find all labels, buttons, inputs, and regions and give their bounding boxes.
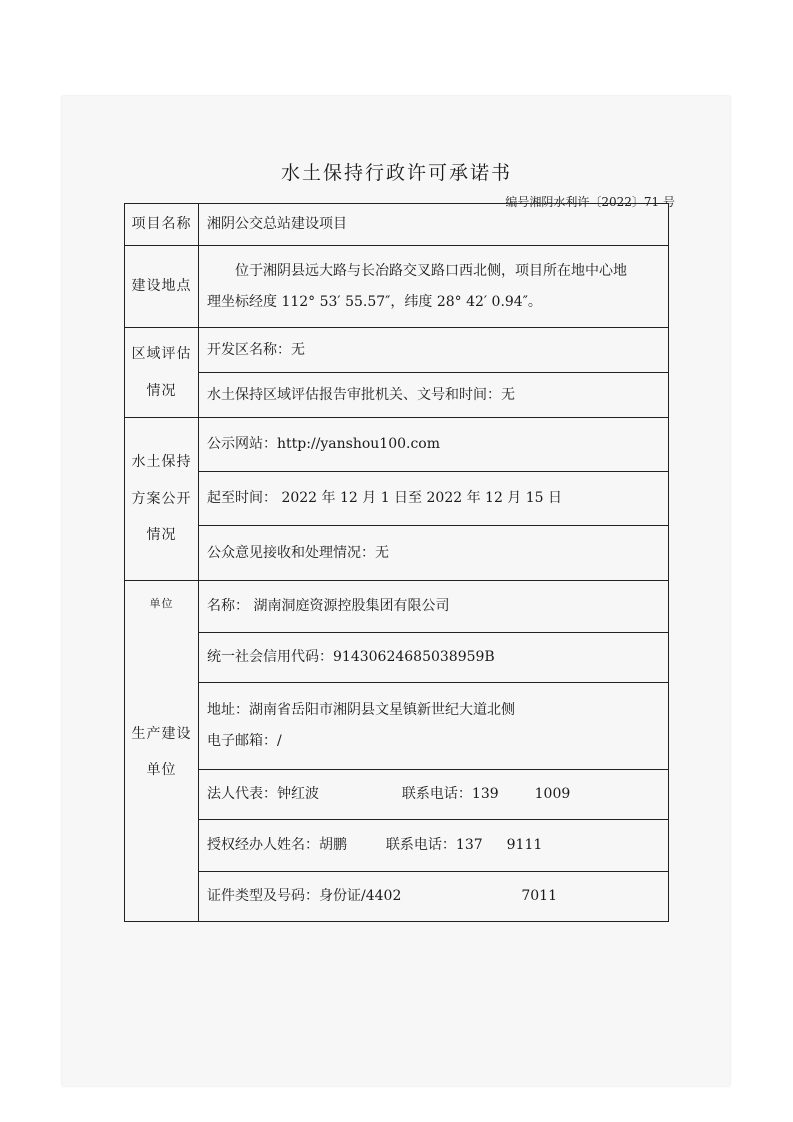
redaction-mark [401, 889, 521, 903]
row-credit [125, 633, 669, 683]
agent-value: 授权经办人姓名：胡鹏 [207, 837, 347, 854]
credit-value: 统一社会信用代码：91430624685038959B [199, 633, 669, 683]
row-review [125, 373, 669, 418]
row-unit-name [125, 581, 669, 633]
project-value: 湘阴公交总站建设项目 [199, 204, 669, 246]
id-tail: 7011 [521, 888, 557, 905]
legal-phone-value: 联系电话：139 [401, 786, 499, 803]
project-label: 项目名称 [125, 204, 199, 246]
legal-rep-value: 法人代表：钟红波 [207, 786, 319, 803]
row-project [125, 204, 669, 246]
row-website [125, 418, 669, 472]
public-label [125, 418, 199, 581]
website-value: 公示网站：http://yanshou100.com [199, 418, 669, 472]
review-value: 水土保持区域评估报告审批机关、文号和时间：无 [199, 373, 669, 418]
period-value: 起至时间： 2022 年 12 月 1 日至 2022 年 12 月 15 日 [199, 472, 669, 526]
row-location [125, 246, 669, 328]
row-dev-zone [125, 328, 669, 373]
row-legal [125, 770, 669, 820]
id-cell [199, 872, 669, 922]
address-value: 地址：湖南省岳阳市湘阴县文星镇新世纪大道北侧 [207, 702, 515, 719]
opinion-value: 公众意见接收和处理情况：无 [199, 526, 669, 581]
unit-label-line1: 生产建设 [131, 725, 192, 742]
email-value: 电子邮箱：/ [207, 733, 282, 749]
location-label: 建设地点 [125, 246, 199, 328]
row-opinion [125, 526, 669, 581]
agent-cell [199, 820, 669, 872]
id-value: 证件类型及号码：身份证/4402 [207, 888, 402, 905]
redaction-mark [499, 787, 535, 801]
agent-phone-tail: 9111 [506, 837, 543, 854]
agent-phone-value: 联系电话：137 [385, 837, 483, 854]
unit-label-line2: 单位 [146, 761, 177, 778]
unit-name-value: 名称： 湖南洞庭资源控股集团有限公司 [199, 581, 669, 633]
dev-zone-value: 开发区名称：无 [199, 328, 669, 373]
unit-label-top: 单位 [149, 597, 174, 610]
public-label-line3: 情况 [146, 527, 177, 544]
row-agent [125, 820, 669, 872]
address-cell [199, 683, 669, 770]
public-label-line1: 水土保持 [131, 454, 192, 471]
legal-cell [199, 770, 669, 820]
row-id [125, 872, 669, 922]
row-period [125, 472, 669, 526]
location-line1: 位于湘阴县远大路与长冶路交叉路口西北侧，项目所在地中心地 [235, 262, 627, 279]
region-label-line2: 情况 [146, 382, 177, 399]
location-value [199, 246, 669, 328]
unit-label [125, 581, 199, 922]
row-address [125, 683, 669, 770]
location-line2: 理坐标经度 112° 53′ 55.57″，纬度 28° 42′ 0.94″。 [207, 293, 542, 310]
redaction-mark [483, 838, 507, 852]
region-label [125, 328, 199, 418]
document-title: 水土保持行政许可承诺书 [280, 162, 512, 184]
legal-phone-tail: 1009 [534, 786, 571, 803]
commitment-table [124, 203, 669, 922]
region-label-line1: 区域评估 [131, 346, 192, 363]
public-label-line2: 方案公开 [131, 490, 192, 507]
document-number: 编号湘阴水利许〔2022〕71 号 [505, 195, 675, 209]
